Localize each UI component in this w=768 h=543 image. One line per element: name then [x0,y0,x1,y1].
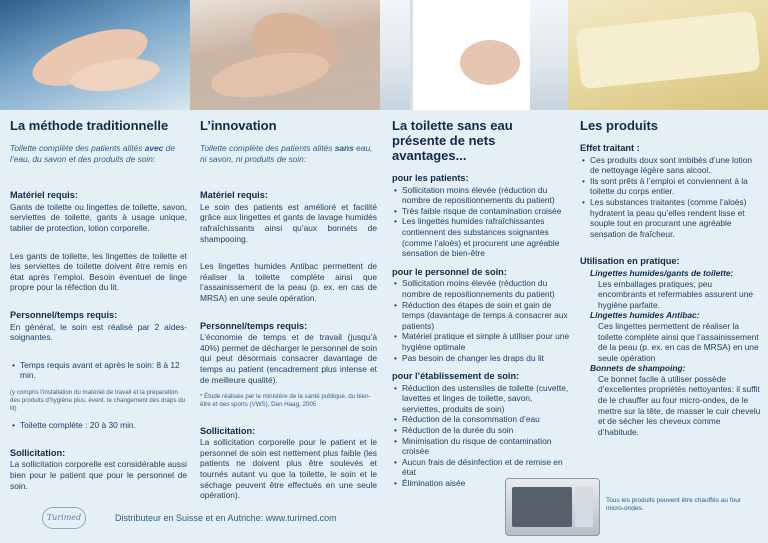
material-text: Le soin des patients est amélioré et facilité grâce aux lingettes et gants de lavage humidés rafraîchissants ainsi qu’aux bonnets de shampooing. [200,201,377,244]
staff-text: En général, le soin est réalisé par 2 aides-soignantes. [10,321,187,343]
small-note: (y compris l’installation du matériel de travail et la préparation des produits d’hygiène plus, évent. le changement des draps du lit) [10,388,186,412]
brand-logo: Turimed [42,507,86,529]
column-title: Les produits [580,118,659,133]
staff-text: L’économie de temps et de travail (jusqu’à 40%) permet de décharger le personnel de soin qui peut désormais consacrer davantage de temps au patient (encadrement plus intense et de meilleure qualité). [200,332,377,385]
column-title: La toilette sans eau présente de nets avantages... [392,118,513,163]
toilet-item: • Toilette complète : 20 à 30 min. [10,420,187,431]
list-item: • Réduction des étapes de soin et gain de temps (davantage de temps à consacrer aux patients) [392,300,570,332]
staff-list [392,278,570,363]
list-item: • Ces produits doux sont imbibés d’une lotion de nettoyage légère sans alcool. [580,155,762,176]
shampoo-text: Ce bonnet facile à utiliser possède d’excellentes propriétés nettoyantes: il suffit de le chauffer au four micro-ondes, de le mettre sur la tête, de masser le cuir chevelu et de sécher les cheveux comme d’habitude. [598,373,761,437]
antibac-heading: Lingettes humides Antibac: [590,310,700,321]
photo-towel [568,0,768,110]
distributor-text: Distributeur en Suisse et en Autriche: www.turimed.com [115,513,337,523]
list-item: • Matériel pratique et simple à utiliser pour une hygiène optimale [392,331,570,352]
load-heading: Sollicitation: [10,447,66,458]
column-traditional [10,118,187,499]
column-title: L’innovation [200,118,277,133]
load-heading: Sollicitation: [200,425,256,436]
list-item: • Minimisation du risque de contamination croisée [392,436,570,457]
column-intro: Toilette complète des patients alités sans eau, ni savon, ni produits de soin: [200,143,373,164]
load-text: La sollicitation corporelle est considérable aussi bien pour le patient que pour le personnel de soin. [10,459,187,491]
photo-care-hands [190,0,380,110]
wipes-text: Les lingettes humides Antibac permettent de réaliser la toilette complète ainsi que l’assainissement de la peau (p. ex. en cas de MRSA) en une seule opération. [200,261,377,303]
staff-heading: Personnel/temps requis: [10,309,118,320]
microwave-image [505,478,600,536]
wipes-heading: Lingettes humides/gants de toilette: [590,267,734,278]
effect-heading: Effet traitant : [580,143,640,153]
effect-list [580,155,762,240]
list-item: • Sollicitation moins élevée (réduction du nombre de repositionnements du patient) [392,185,570,206]
patients-list [392,185,570,259]
microwave-note: Tous les produits peuvent être chauffés au four micro-ondes. [606,497,742,512]
list-item: • Pas besoin de changer les draps du lit [392,353,570,364]
material-text: Gants de toilette ou lingettes de toilette, savon, serviettes de toilette, gants à usage unique, tablier de protection, lotion corporelle. [10,201,187,233]
load-text: La sollicitation corporelle pour le patient et le personnel de soin est nettement plus faible (les patients ne doivent plus être soulevés et tournés autant vu que la toilette, le soin et le séchage peuvent être effectués en une seule opération). [200,437,377,501]
list-item: • Réduction de la consommation d’eau [392,414,570,425]
list-item: • Ils sont prêts à l’emploi et conviennent à la toilette du corps entier. [580,176,762,197]
study-note: * Étude réalisée par le ministère de la santé publique, du bien-être et des sports (VWS), Den Haag, 2005 [200,393,371,408]
toilet-list [10,420,187,431]
list-item: • Très faible risque de contamination croisée [392,206,570,217]
usage-heading: Utilisation en pratique: [580,256,680,267]
shampoo-heading: Bonnets de shampoing: [590,363,686,374]
list-item: • Réduction de la durée du soin [392,425,570,436]
column-innovation [200,118,377,509]
material-heading: Matériel requis: [10,190,78,201]
antibac-text: Ces lingettes permettent de réaliser la toilette complète ainsi que l’assainissement de la peau (p. ex. en cas de MRSA) en une seule opération [598,320,759,363]
gloves-text: Les gants de toilette, les lingettes de toilette et les serviettes de toilette doivent être remis en état après l’emploi. Besoin éventuel de linge propre pour la réfection du lit. [10,250,187,293]
staff-heading: Personnel/temps requis: [200,320,308,331]
time-list [10,360,187,381]
header-photo-strip [0,0,768,110]
column-intro: Toilette complète des patients alités avec de l’eau, du savon et des produits de soin: [10,143,175,164]
column-advantages [392,118,570,497]
staff-heading: pour le personnel de soin: [392,266,507,277]
column-products [580,118,762,437]
facility-heading: pour l’établissement de soin: [392,371,520,382]
wipes-text: Les emballages pratiques, peu encombrants et refermables assurent une hygiène parfaite. [598,278,754,310]
time-item: • Temps requis avant et après le soin: 8 à 12 min. [10,360,187,381]
material-heading: Matériel requis: [200,190,268,201]
column-title: La méthode traditionnelle [10,118,169,133]
list-item: • Élimination aisée [392,478,570,489]
list-item: • Les lingettes humides rafraîchissantes contiennent des substances soignantes (comme l’aloès) et procurent une agréable sensation de bien-être [392,216,570,258]
list-item: • Réduction des ustensiles de toilette (cuvette, lavettes et linges de toilette, savon, serviettes, produits de soin) [392,383,570,415]
photo-nurse [380,0,568,110]
patients-heading: pour les patients: [392,173,469,183]
list-item: • Sollicitation moins élevée (réduction du nombre de repositionnements du patient) [392,278,570,299]
list-item: • Les substances traitantes (comme l’aloès) hydratent la peau qu’elles rendent lisse et souple tout en procurant une agréable sensation de fraîcheur. [580,197,762,239]
facility-list [392,383,570,489]
list-item: • Aucun frais de désinfection et de remise en état [392,457,570,478]
photo-hands-water [0,0,190,110]
